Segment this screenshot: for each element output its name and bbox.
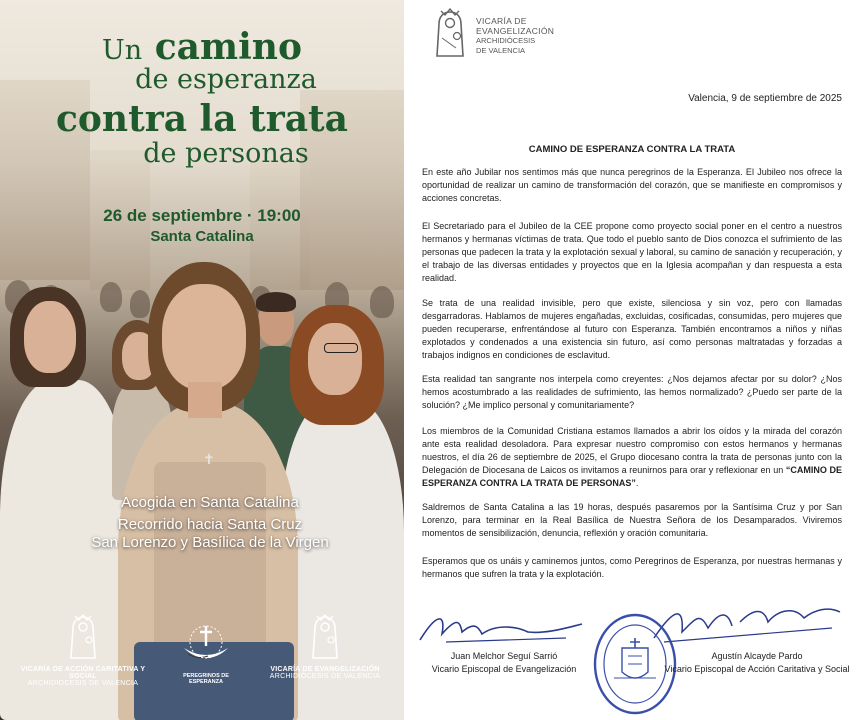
route-step: Acogida en Santa Catalina bbox=[121, 494, 299, 511]
poster-place: Santa Catalina bbox=[150, 228, 254, 245]
route-step: San Lorenzo y Basílica de la Virgen bbox=[91, 534, 329, 551]
glasses bbox=[324, 343, 358, 353]
logo-peregrinos-esperanza bbox=[176, 622, 236, 685]
letter-heading: CAMINO DE ESPERANZA CONTRA LA TRATA bbox=[528, 144, 736, 155]
logo-left-line1: VICARÍA DE ACCIÓN CARITATIVA Y SOCIAL bbox=[20, 666, 146, 680]
letter-paragraph: Los miembros de la Comunidad Cristiana estamos llamados a abrir los oídos y la mirada del corazón ante esta realidad desoladora. Para expresar nuestro compromiso con estos hermanos y hermanas nuestros, el día 26 de septiembre de 2025, el Grupo diocesano contra la trata de personas junto con la Delegación de Diocesana de Laicos os invitamos a reunirnos para orar y reflexionar en un “CAMINO DE ESPERANZA CONTRA LA TRATA DE PERSONAS”. bbox=[422, 426, 842, 488]
poster-title-line1: Un camino bbox=[102, 26, 302, 68]
jubilee-boat-icon bbox=[178, 622, 234, 666]
cross-necklace-icon: ✝ bbox=[203, 452, 215, 468]
letter-date: Valencia, 9 de septiembre de 2025 bbox=[688, 93, 842, 104]
virgin-icon bbox=[65, 614, 101, 662]
logo-left-line2: ARCHIDIÓCESIS DE VALENCIA bbox=[27, 680, 139, 687]
route-step: Recorrido hacia Santa Cruz bbox=[117, 516, 303, 533]
logo-right-line2: ARCHIDIÓCESIS DE VALENCIA bbox=[269, 673, 381, 680]
signer-accion-caritativa bbox=[654, 650, 860, 676]
invitation-letter bbox=[404, 0, 860, 720]
letter-header-text: VICARÍA DE EVANGELIZACIÓN ARCHIDIÓCESIS DE VALENCIA bbox=[476, 16, 555, 55]
signer-role: Vicario Episcopal de Evangelización bbox=[431, 664, 577, 674]
letter-paragraph: Saldremos de Santa Catalina a las 19 horas, después pasaremos por la Santísima Cruz y por San Lorenzo, para terminar en la Real Basílica de Nuestra Señora de los Desamparados. Viviremos momentos de sensibilización, denuncia, reflexión y oración comunitaria. bbox=[422, 502, 842, 538]
poster-date-time: 26 de septiembre · 19:00 bbox=[103, 206, 301, 225]
crowd-head bbox=[130, 290, 150, 318]
logo-vicaria-accion-caritativa bbox=[8, 614, 158, 687]
signer-role: Vicario Episcopal de Acción Caritativa y Social bbox=[664, 664, 850, 674]
crowd-head bbox=[370, 286, 394, 318]
logo-center-label: PEREGRINOS DE ESPERANZA bbox=[183, 673, 229, 685]
virgin-icon bbox=[307, 614, 343, 662]
letter-paragraph: Esperamos que os unáis y caminemos juntos, como Peregrinos de Esperanza, por nuestras hermanas y hermanos que sufren la trata y la explotación. bbox=[422, 556, 842, 579]
poster-title-line2: de esperanza bbox=[135, 64, 317, 95]
poster-title-line4: de personas bbox=[143, 138, 309, 169]
signer-evangelizacion bbox=[404, 650, 604, 676]
logo-vicaria-evangelizacion bbox=[250, 614, 400, 680]
virgin-icon bbox=[430, 8, 470, 60]
signature-left bbox=[416, 604, 586, 648]
signer-name: Agustín Alcayde Pardo bbox=[711, 651, 803, 661]
neck bbox=[188, 382, 222, 418]
event-poster bbox=[0, 0, 404, 720]
letter-paragraph: En este año Jubilar nos sentimos más que nunca peregrinos de la Esperanza. El Jubileo nos ofrece la oportunidad de realizar un camino de transformación del corazón, que se manifieste en compromisos y acciones concretas. bbox=[422, 167, 842, 203]
poster-title-line3: contra la trata bbox=[56, 98, 348, 140]
signer-name: Juan Melchor Seguí Sarrió bbox=[450, 651, 558, 661]
letter-paragraph: El Secretariado para el Jubileo de la CEE propone como proyecto social poner en el centro a nuestros hermanos y hermanas víctimas de trata. Que todo el pueblo santo de Dios conozca el sufrimiento de las personas que padecen la trata y la explotación sexual y laboral, su camino de sanación y recuperación, y el trabajo de las diversas entidades y proyectos que en la Iglesia acompañan y dan respuesta a esta realidad. bbox=[422, 221, 842, 283]
crowd-head bbox=[100, 282, 122, 312]
letter-paragraph: Esta realidad tan sangrante nos interpela como creyentes: ¿Nos dejamos afectar por su dolor? ¿Nos hemos acostumbrado a las realidades de sufrimiento, las hemos normalizado? ¿Puedo ser parte de la solución? ¿Me implico personal y comunitariamente? bbox=[422, 374, 842, 410]
letter-paragraph: Se trata de una realidad invisible, pero que existe, silenciosa y sin voz, pero con llamadas desgarradoras. Hablamos de mujeres engañadas, excluidas, cosificadas, consumidas, pero mujeres que pueden recuperarse, enfrentándose al futuro con Esperanza. También encontramos a niños y niñas explotados y condenados a una existencia sin futuro, así como personas maltratadas y forzadas a trabajos indignos en condiciones de esclavitud. bbox=[422, 298, 842, 360]
logo-right-line1: VICARÍA DE EVANGELIZACIÓN bbox=[270, 666, 380, 673]
